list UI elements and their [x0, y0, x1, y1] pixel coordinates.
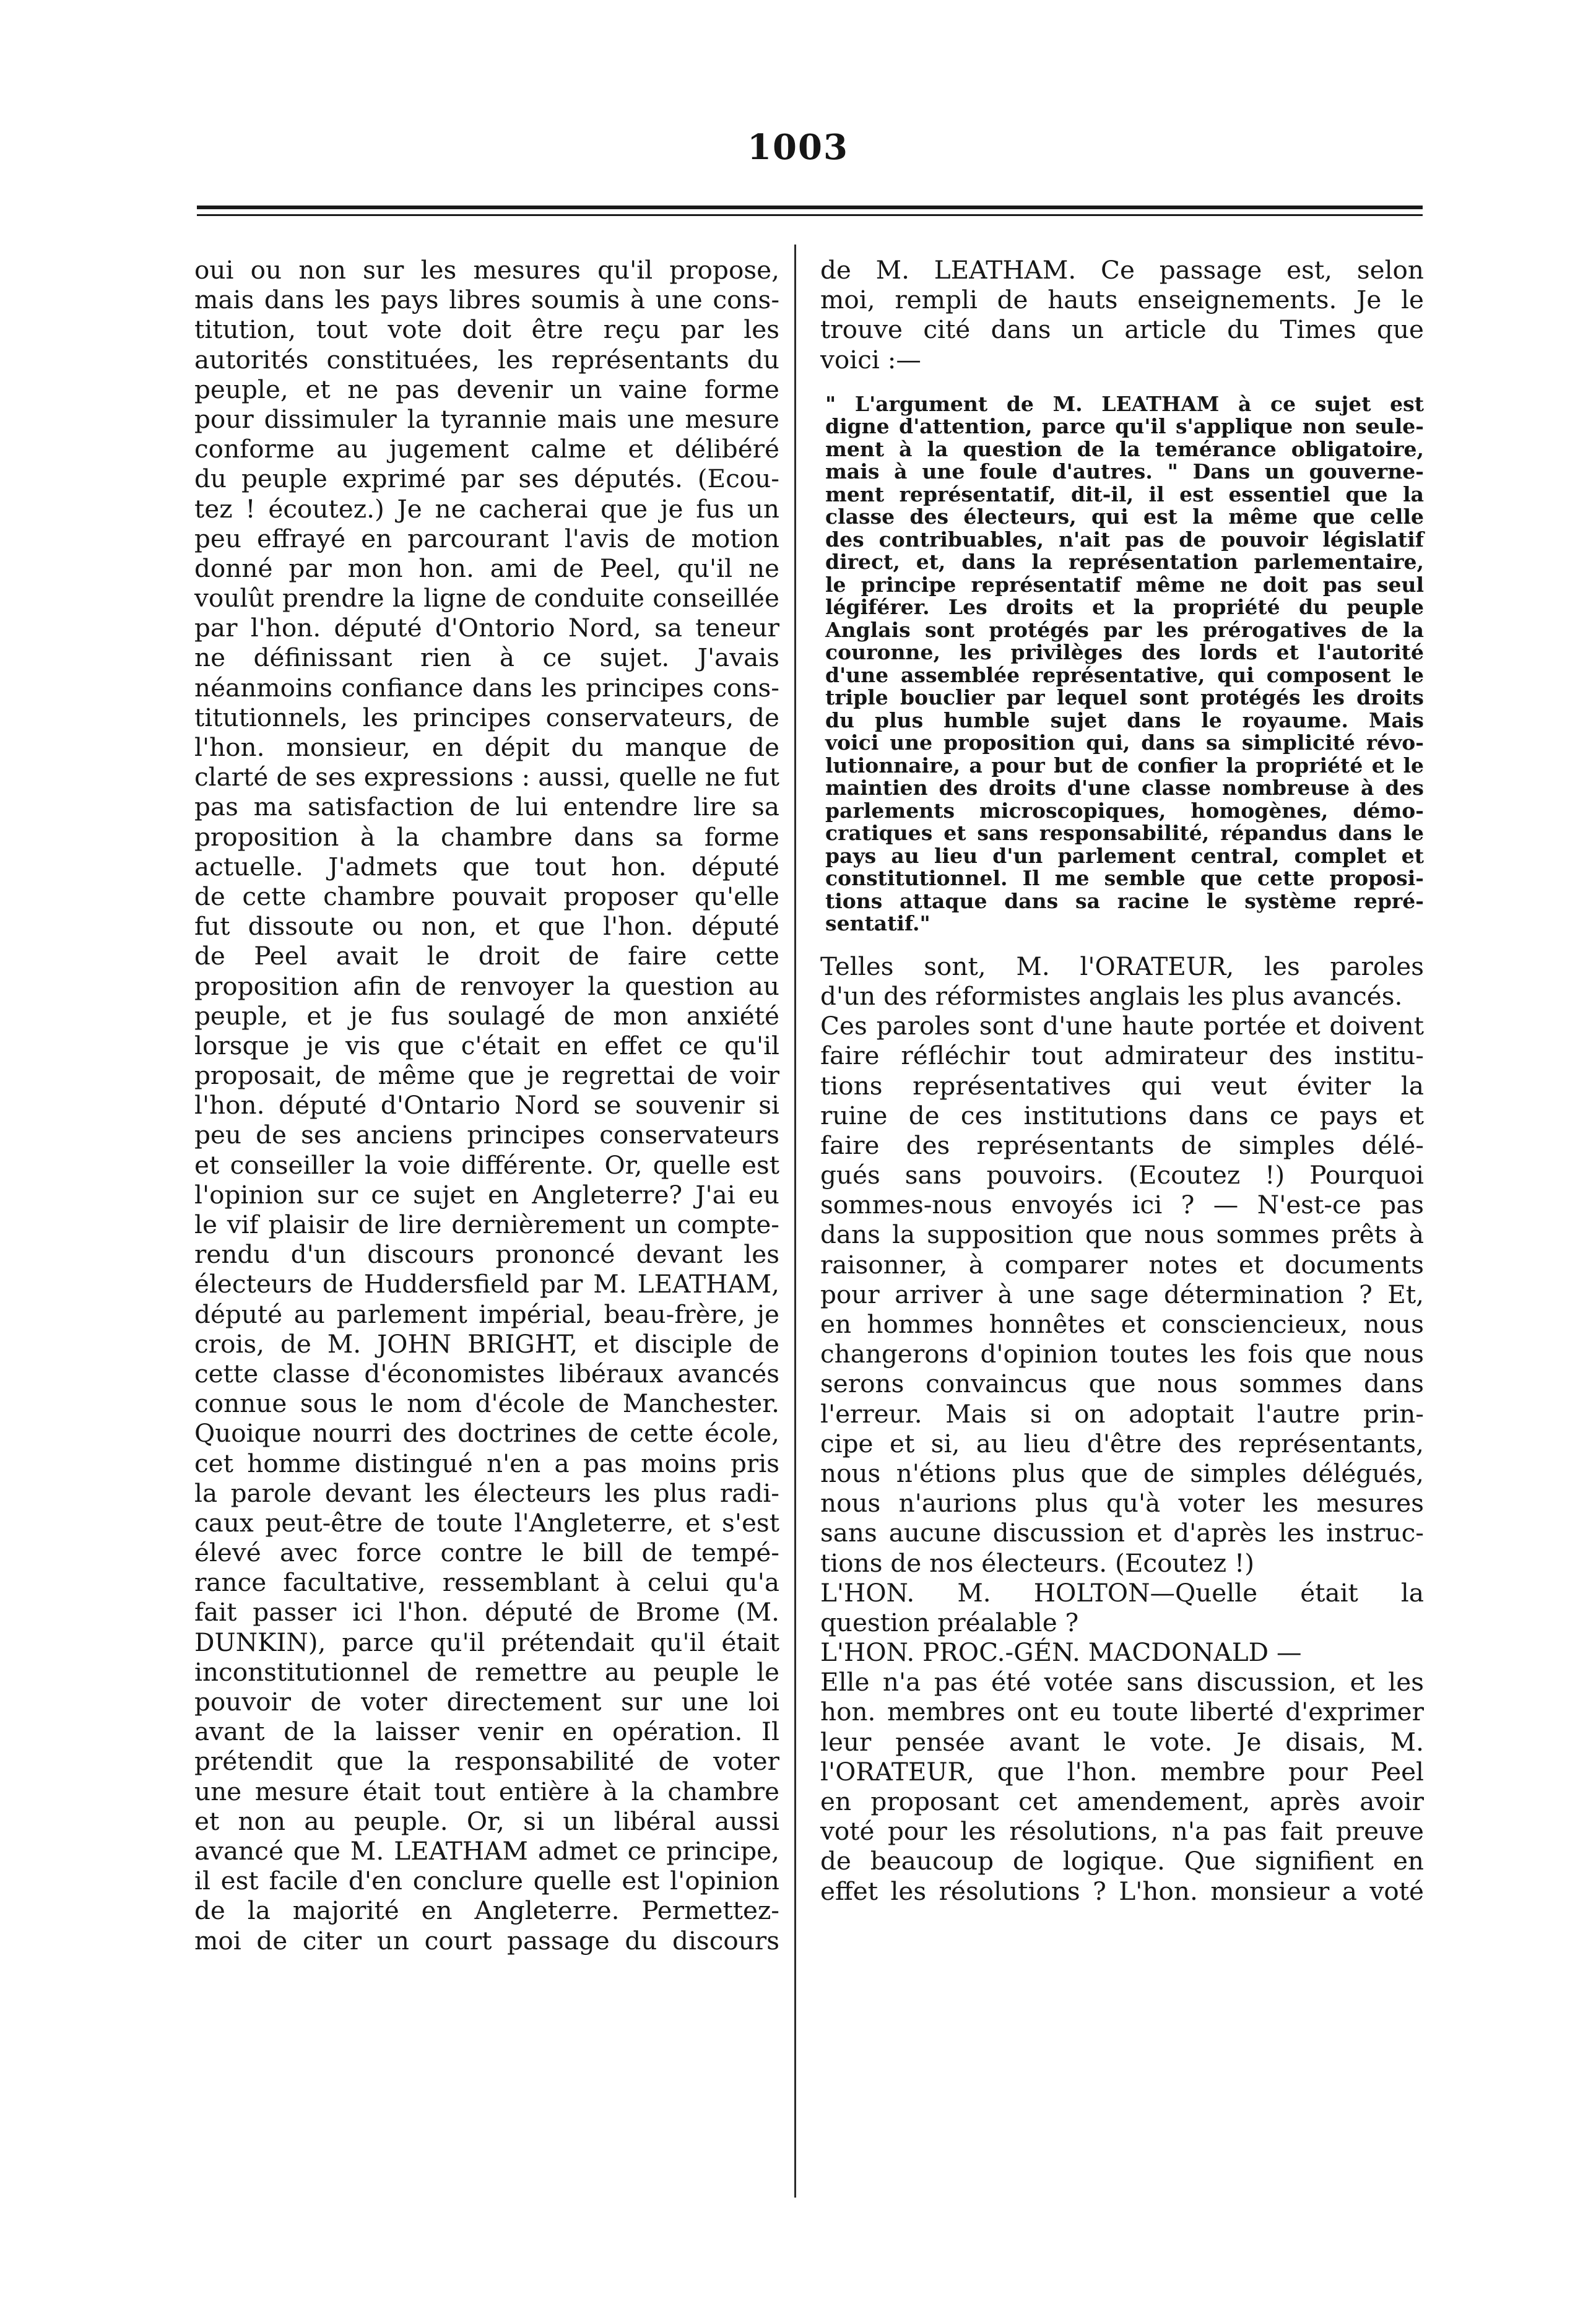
text-line: sommes-nous envoyés ici ? — N'est-ce pas [820, 1190, 1424, 1220]
text-line: nous n'étions plus que de simples délégués, [820, 1458, 1424, 1488]
text-line: du plus humble sujet dans le royaume. Mais [825, 708, 1424, 732]
text-line: parlements microscopiques, homogènes, démo- [825, 798, 1424, 823]
text-line: proposition à la chambre dans sa forme [194, 821, 779, 852]
text-line: gués sans pouvoirs. (Ecoutez !) Pourquoi [820, 1160, 1424, 1190]
text-line: leur pensée avant le vote. Je disais, M. [820, 1726, 1424, 1757]
text-line: L'HON. M. HOLTON—Quelle était la [820, 1577, 1424, 1608]
text-line: des contribuables, n'ait pas de pouvoir législatif [825, 527, 1424, 552]
text-line: dans la supposition que nous sommes prêts à [820, 1219, 1424, 1250]
text-line: de beaucoup de logique. Que signifient en [820, 1846, 1424, 1876]
text-line: serons convaincus que nous sommes dans [820, 1369, 1424, 1399]
text-line: crois, de M. JOHN BRIGHT, et disciple de [194, 1328, 779, 1359]
text-line: proposait, de même que je regrettai de voir [194, 1060, 779, 1091]
text-line: élevé avec force contre le bill de tempé- [194, 1538, 779, 1568]
text-line: de Peel avait le droit de faire cette [194, 941, 779, 971]
text-line: ment à la question de la temérance obligatoire, [825, 436, 1424, 461]
text-line: et non au peuple. Or, si un libéral aussi [194, 1806, 779, 1836]
text-line: cette classe d'économistes libéraux avancés [194, 1358, 779, 1388]
text-line: avancé que M. LEATHAM admet ce principe, [194, 1835, 779, 1866]
text-line: pour dissimuler la tyrannie mais une mesure [194, 404, 779, 434]
text-line: faire réfléchir tout admirateur des institu- [820, 1041, 1424, 1071]
text-line: néanmoins confiance dans les principes cons- [194, 672, 779, 703]
text-line: voté pour les résolutions, n'a pas fait preuve [820, 1816, 1424, 1847]
text-line: pouvoir de voter directement sur une loi [194, 1687, 779, 1717]
text-line: lutionnaire, a pour but de confier la propriété et le [825, 753, 1424, 778]
text-line: Ces paroles sont d'une haute portée et doivent [820, 1011, 1424, 1041]
text-line: une mesure était tout entière à la chambre [194, 1776, 779, 1806]
text-line: digne d'attention, parce qu'il s'applique non seule- [825, 414, 1424, 439]
text-line: peuple, et je fus soulagé de mon anxiété [194, 1000, 779, 1031]
text-line: de cette chambre pouvait proposer qu'elle [194, 881, 779, 911]
text-line: nous n'aurions plus qu'à voter les mesures [820, 1488, 1424, 1518]
text-line: tions attaque dans sa racine le système repré- [825, 888, 1424, 913]
times-quotation [825, 393, 1424, 935]
text-line: connue sous le nom d'école de Manchester. [194, 1388, 779, 1419]
text-line: " L'argument de M. LEATHAM à ce sujet est [825, 391, 1424, 416]
text-line: voulût prendre la ligne de conduite conseillée [194, 583, 779, 613]
right-column [820, 255, 1424, 1906]
text-line: triple bouclier par lequel sont protégés les droits [825, 685, 1424, 710]
text-line: inconstitutionnel de remettre au peuple le [194, 1657, 779, 1687]
text-line: de la majorité en Angleterre. Permettez- [194, 1895, 779, 1926]
text-line: DUNKIN), parce qu'il prétendait qu'il était [194, 1627, 779, 1657]
text-line: hon. membres ont eu toute liberté d'exprimer [820, 1697, 1424, 1727]
text-line: pays au lieu d'un parlement central, complet et [825, 843, 1424, 868]
text-line: effet les résolutions ? L'hon. monsieur a voté [820, 1876, 1424, 1906]
text-line: le vif plaisir de lire dernièrement un compte- [194, 1210, 779, 1239]
text-line: moi, rempli de hauts enseignements. Je le [820, 285, 1424, 315]
text-line: en hommes honnêtes et consciencieux, nous [820, 1309, 1424, 1339]
header-rule-thin [197, 214, 1423, 216]
text-line: Telles sont, M. l'ORATEUR, les paroles [820, 951, 1424, 981]
text-line: peu de ses anciens principes conservateurs [194, 1120, 779, 1150]
text-line: sentatif." [825, 911, 930, 936]
page-number: 1003 [747, 127, 849, 168]
text-line: ment représentatif, dit-il, il est essentiel que la [825, 482, 1424, 506]
header-rule-thick [197, 206, 1423, 209]
text-line: Anglais sont protégés par les prérogatives de la [825, 617, 1424, 642]
text-line: oui ou non sur les mesures qu'il propose, [194, 255, 779, 285]
text-line: rance facultative, ressemblant à celui qu'a [194, 1567, 779, 1598]
text-line: du peuple exprimé par ses députés. (Ecou- [194, 464, 779, 494]
text-line: moi de citer un court passage du discours [194, 1925, 779, 1956]
column-divider [794, 245, 796, 2198]
text-line: clarté de ses expressions : aussi, quelle ne fut [194, 762, 779, 792]
text-line: sans aucune discussion et d'après les instruc- [820, 1518, 1424, 1548]
right-body [820, 951, 1424, 1906]
text-line: l'hon. monsieur, en dépit du manque de [194, 732, 779, 762]
text-line: titutionnels, les principes conservateurs, de [194, 702, 779, 732]
text-line: classe des électeurs, qui est la même que celle [825, 505, 1424, 529]
text-line: par l'hon. député d'Ontorio Nord, sa teneur [194, 613, 779, 643]
text-line: cratiques et sans responsabilité, répandus dans le [825, 821, 1424, 846]
text-line: pas ma satisfaction de lui entendre lire sa [194, 792, 779, 822]
text-line: mais dans les pays libres soumis à une cons- [194, 285, 779, 315]
text-line: Elle n'a pas été votée sans discussion, et les [820, 1667, 1424, 1697]
text-line: l'erreur. Mais si on adoptait l'autre prin- [820, 1398, 1424, 1429]
text-line: d'une assemblée représentative, qui composent le [825, 662, 1424, 687]
text-line: question préalable ? [820, 1607, 1079, 1637]
text-line: maintien des droits d'une classe nombreuse à des [825, 776, 1424, 800]
text-line: voici une proposition qui, dans sa simplicité révo- [825, 730, 1424, 755]
text-line: l'ORATEUR, que l'hon. membre pour Peel [820, 1756, 1424, 1787]
text-line: tez ! écoutez.) Je ne cacherai que je fus un [194, 493, 779, 524]
text-line: avant de la laisser venir en opération. Il [194, 1717, 779, 1747]
text-line: proposition afin de renvoyer la question au [194, 971, 779, 1001]
text-line: mais à une foule d'autres. " Dans un gouverne- [825, 459, 1424, 484]
left-column [194, 255, 779, 1956]
text-line: ne définissant rien à ce sujet. J'avais [194, 643, 779, 673]
text-line: L'HON. PROC.-GÉN. MACDONALD — [820, 1637, 1302, 1668]
text-line: légiférer. Les droits et la propriété du peuple [825, 595, 1424, 620]
text-line: en proposant cet amendement, après avoir [820, 1787, 1424, 1816]
text-line: cet homme distingué n'en a pas moins pris [194, 1448, 779, 1478]
text-line: changerons d'opinion toutes les fois que nous [820, 1339, 1424, 1369]
text-line: peuple, et ne pas devenir un vaine forme [194, 374, 779, 404]
text-line: de M. LEATHAM. Ce passage est, selon [820, 255, 1424, 285]
text-line: et conseiller la voie différente. Or, quelle est [194, 1150, 779, 1180]
text-line: le principe représentatif même ne doit pas seul [825, 572, 1424, 597]
text-line: tions représentatives qui veut éviter la [820, 1070, 1424, 1101]
text-line: cipe et si, au lieu d'être des représentants, [820, 1428, 1424, 1458]
text-line: l'opinion sur ce sujet en Angleterre? J'ai eu [194, 1179, 779, 1210]
text-line: député au parlement impérial, beau-frère, je [194, 1299, 779, 1329]
text-line: faire des représentants de simples délé- [820, 1130, 1424, 1160]
right-intro [820, 255, 1424, 375]
text-line: autorités constituées, les représentants du [194, 344, 779, 375]
text-line: direct, et, dans la représentation parlementaire, [825, 550, 1424, 574]
text-line: raisonner, à comparer notes et documents [820, 1249, 1424, 1280]
text-line: lorsque je vis que c'était en effet ce qu'il [194, 1030, 779, 1060]
text-line: fait passer ici l'hon. député de Brome (M. [194, 1597, 779, 1627]
text-line: la parole devant les électeurs les plus radi- [194, 1478, 779, 1508]
text-line: titution, tout vote doit être reçu par les [194, 314, 779, 345]
text-line: prétendit que la responsabilité de voter [194, 1746, 779, 1777]
text-line: l'hon. député d'Ontario Nord se souvenir si [194, 1090, 779, 1120]
text-line: donné par mon hon. ami de Peel, qu'il ne [194, 553, 779, 583]
text-line: rendu d'un discours prononcé devant les [194, 1239, 779, 1270]
text-line: actuelle. J'admets que tout hon. député [194, 851, 779, 882]
text-line: voici :— [820, 344, 921, 375]
text-line: conforme au jugement calme et délibéré [194, 434, 779, 464]
text-line: caux peut-être de toute l'Angleterre, et s'est [194, 1507, 779, 1538]
text-line: fut dissoute ou non, et que l'hon. député [194, 911, 779, 942]
text-line: il est facile d'en conclure quelle est l'opinion [194, 1866, 779, 1896]
text-line: trouve cité dans un article du Times que [820, 314, 1424, 345]
text-line: constitutionnel. Il me semble que cette proposi- [825, 866, 1424, 891]
text-line: tions de nos électeurs. (Ecoutez !) [820, 1548, 1255, 1578]
text-line: électeurs de Huddersfield par M. LEATHAM, [194, 1269, 779, 1299]
text-line: ruine de ces institutions dans ce pays et [820, 1100, 1424, 1130]
text-line: couronne, les privilèges des lords et l'autorité [825, 640, 1424, 665]
text-line: pour arriver à une sage détermination ? Et, [820, 1279, 1424, 1309]
text-line: d'un des réformistes anglais les plus avancés. [820, 981, 1403, 1011]
text-line: Quoique nourri des doctrines de cette école, [194, 1418, 779, 1449]
text-line: peu effrayé en parcourant l'avis de motion [194, 523, 779, 553]
